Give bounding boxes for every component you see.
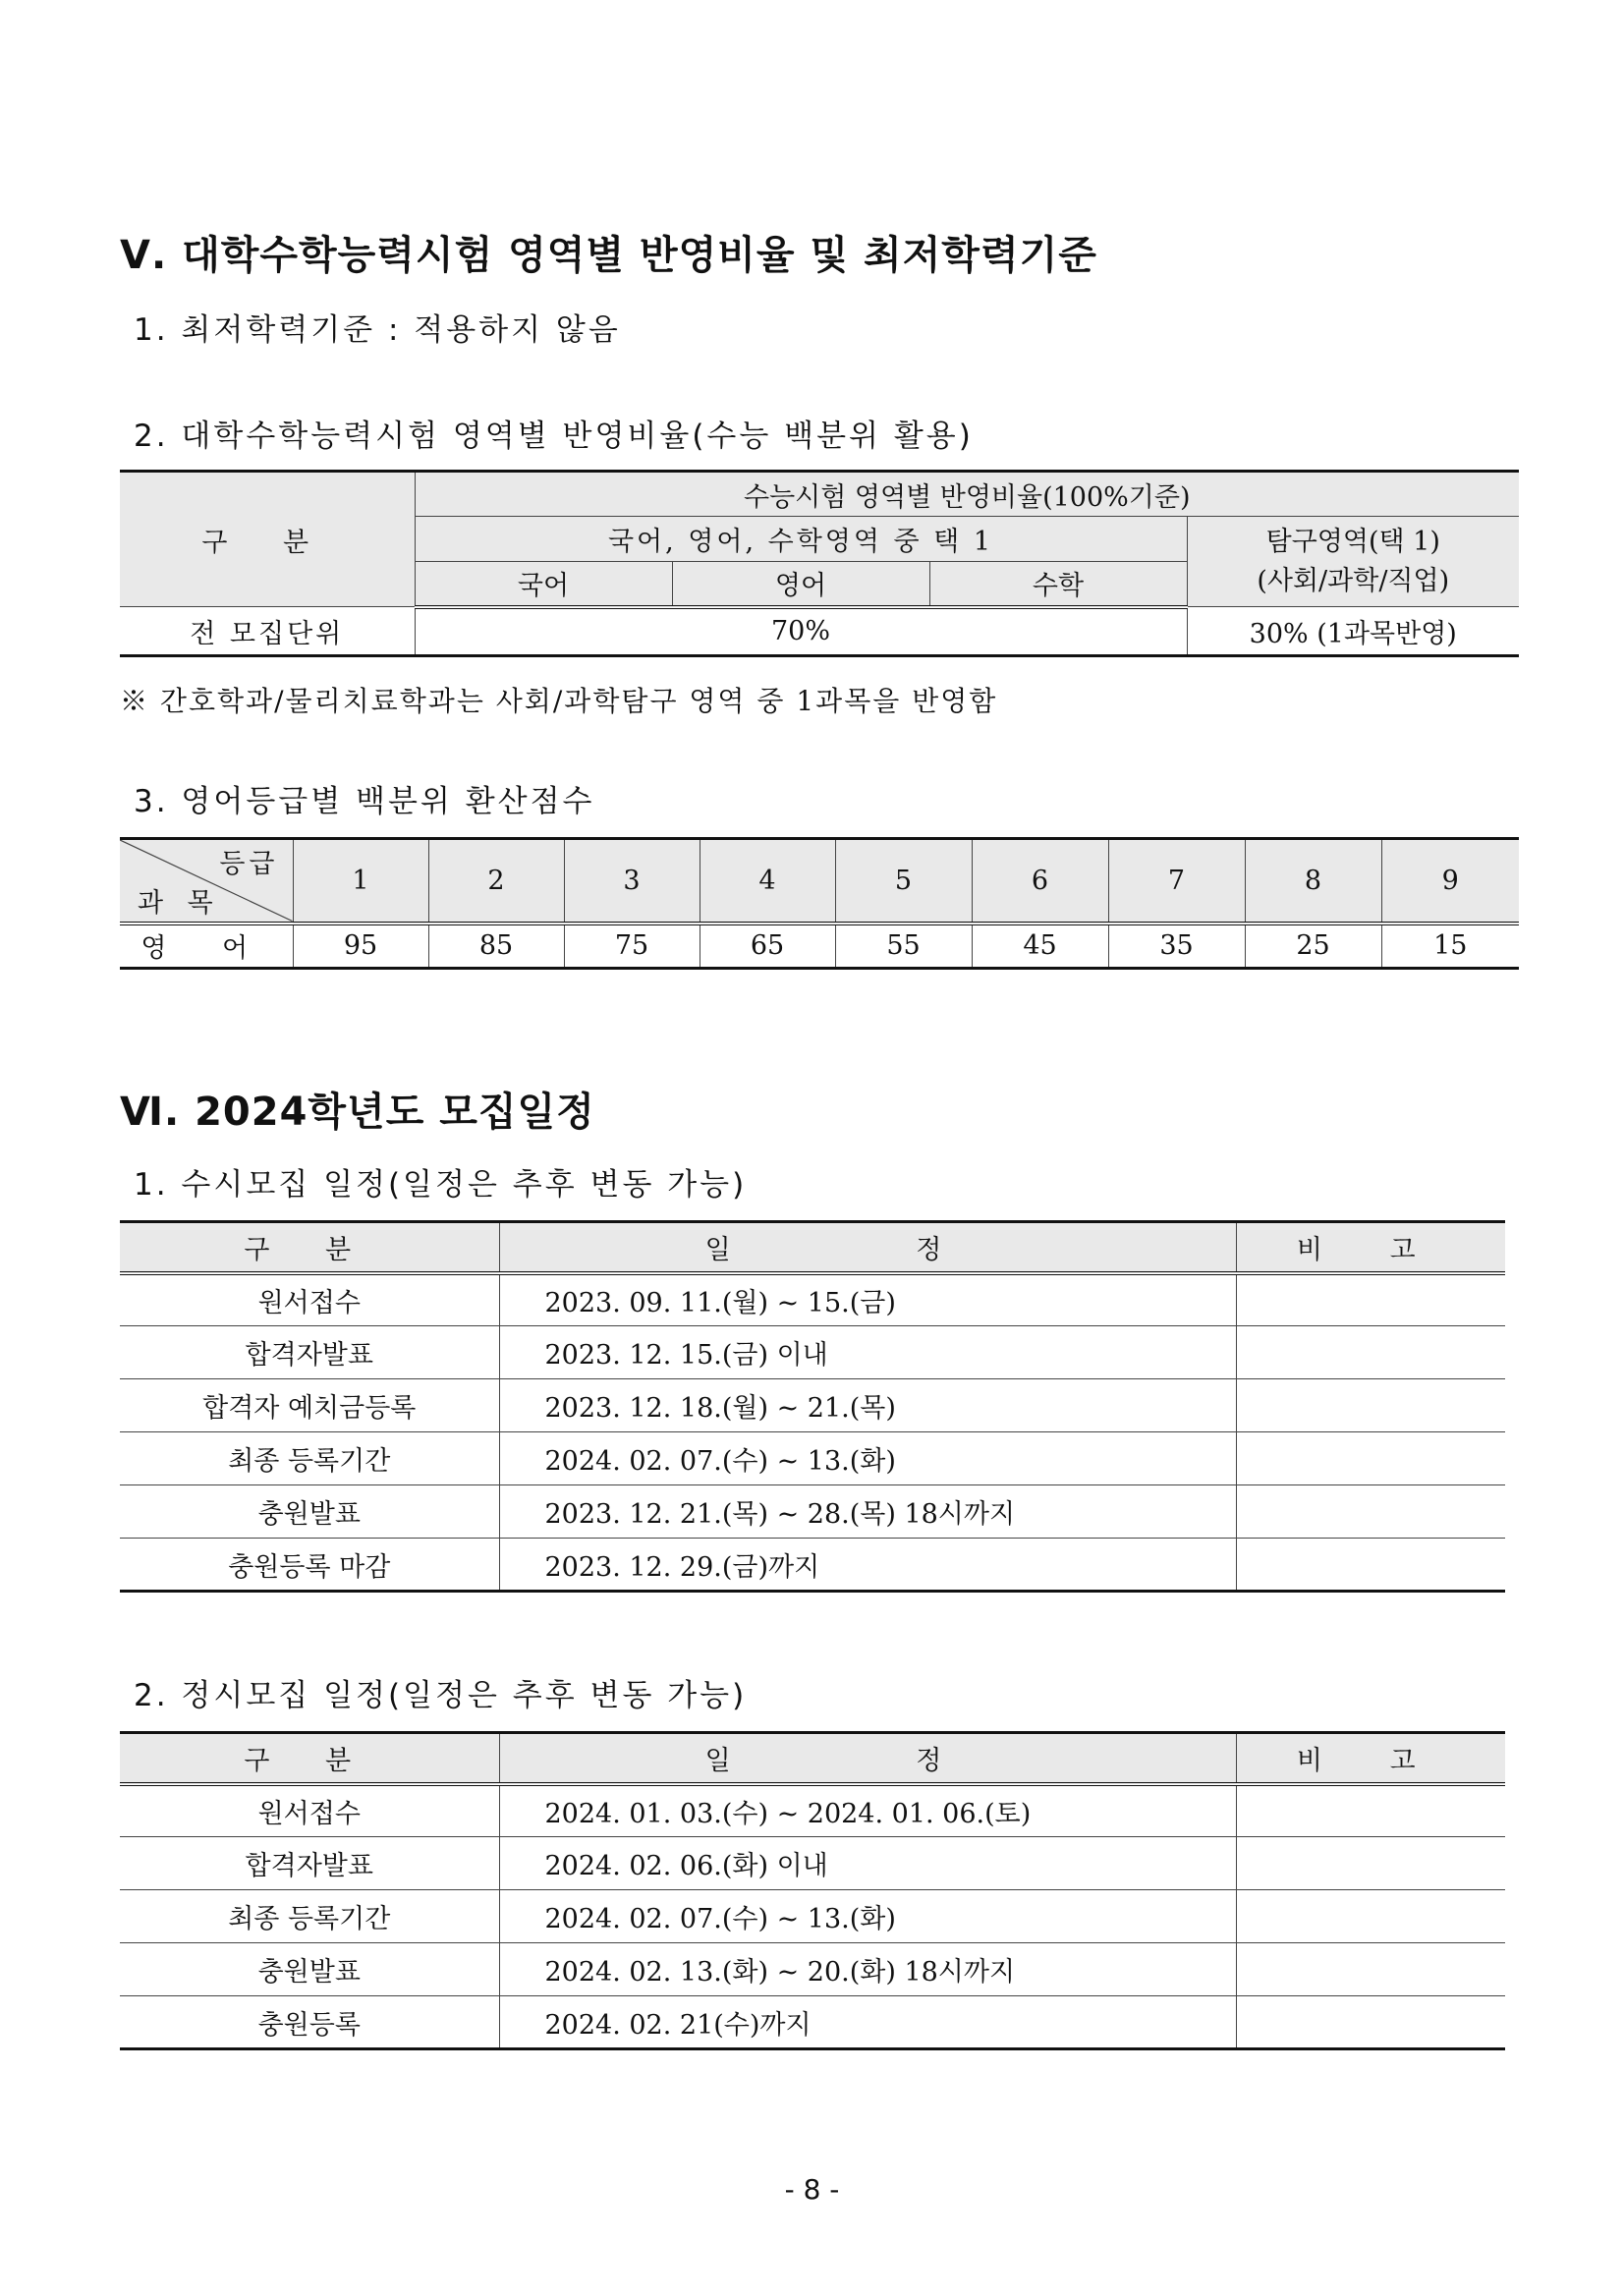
schedule-date: 2023. 12. 15.(금) 이내 bbox=[499, 1326, 1236, 1379]
grade-corner-cell bbox=[120, 839, 293, 924]
jeongsi-schedule-table bbox=[120, 1731, 1505, 2050]
page-number: - 8 - bbox=[784, 2173, 840, 2206]
schedule-label: 최종 등록기간 bbox=[120, 1432, 499, 1485]
gubun-header: 구 분 bbox=[120, 472, 415, 607]
grade-header: 8 bbox=[1245, 839, 1381, 924]
schedule-header: 일 정 bbox=[499, 1222, 1236, 1273]
remark-header: 비 고 bbox=[1236, 1733, 1505, 1784]
grade-header: 9 bbox=[1381, 839, 1519, 924]
schedule-date: 2023. 09. 11.(월) ~ 15.(금) bbox=[499, 1273, 1236, 1326]
grade-score: 35 bbox=[1108, 924, 1245, 969]
ratio-heading: 2. 대학수학능력시험 영역별 반영비율(수능 백분위 활용) bbox=[134, 419, 974, 454]
section6-title: Ⅵ. 2024학년도 모집일정 bbox=[120, 1090, 595, 1135]
schedule-date: 2024. 02. 07.(수) ~ 13.(화) bbox=[499, 1890, 1236, 1943]
schedule-date: 2023. 12. 29.(금)까지 bbox=[499, 1539, 1236, 1592]
schedule-remark bbox=[1236, 1943, 1505, 1996]
math-header: 수학 bbox=[929, 562, 1187, 607]
schedule-label: 원서접수 bbox=[120, 1273, 499, 1326]
grade-corner-bottom: 과 목 bbox=[138, 887, 221, 919]
grade-header: 6 bbox=[972, 839, 1108, 924]
schedule-date: 2023. 12. 21.(목) ~ 28.(목) 18시까지 bbox=[499, 1485, 1236, 1539]
min-standard-item: 1. 최저학력기준 : 적용하지 않음 bbox=[134, 312, 621, 348]
schedule-label: 원서접수 bbox=[120, 1784, 499, 1837]
schedule-remark bbox=[1236, 1539, 1505, 1592]
nursing-note: ※ 간호학과/물리치료학과는 사회/과학탐구 영역 중 1과목을 반영함 bbox=[120, 685, 998, 717]
explore-header-line1: 탐구영역(택 1) bbox=[1265, 526, 1440, 557]
schedule-remark bbox=[1236, 1996, 1505, 2049]
schedule-remark bbox=[1236, 1837, 1505, 1890]
ratio-table bbox=[120, 470, 1519, 657]
grade-heading: 3. 영어등급별 백분위 환산점수 bbox=[134, 784, 595, 819]
schedule-date: 2024. 02. 21(수)까지 bbox=[499, 1996, 1236, 2049]
schedule-date: 2024. 02. 06.(화) 이내 bbox=[499, 1837, 1236, 1890]
choice-group-header: 국어, 영어, 수학영역 중 택 1 bbox=[415, 517, 1187, 562]
english-row-label: 영 어 bbox=[120, 924, 293, 969]
gubun-header: 구 분 bbox=[120, 1222, 499, 1273]
schedule-label: 충원등록 마감 bbox=[120, 1539, 499, 1592]
schedule-date: 2024. 02. 07.(수) ~ 13.(화) bbox=[499, 1432, 1236, 1485]
schedule-remark bbox=[1236, 1485, 1505, 1539]
grade-score: 55 bbox=[835, 924, 972, 969]
grade-header: 7 bbox=[1108, 839, 1245, 924]
susi-schedule-table bbox=[120, 1220, 1505, 1593]
schedule-label: 합격자 예치금등록 bbox=[120, 1379, 499, 1432]
grade-score: 65 bbox=[700, 924, 835, 969]
schedule-remark bbox=[1236, 1273, 1505, 1326]
grade-header: 4 bbox=[700, 839, 835, 924]
schedule-date: 2023. 12. 18.(월) ~ 21.(목) bbox=[499, 1379, 1236, 1432]
grade-header: 5 bbox=[835, 839, 972, 924]
susi-heading: 1. 수시모집 일정(일정은 추후 변동 가능) bbox=[134, 1167, 748, 1203]
gubun-header: 구 분 bbox=[120, 1733, 499, 1784]
explore-header-line2: (사회/과학/직업) bbox=[1257, 565, 1450, 596]
grade-header: 3 bbox=[564, 839, 700, 924]
schedule-date: 2024. 01. 03.(수) ~ 2024. 01. 06.(토) bbox=[499, 1784, 1236, 1837]
main-ratio-value: 70% bbox=[415, 607, 1187, 656]
schedule-label: 충원등록 bbox=[120, 1996, 499, 2049]
explore-header bbox=[1187, 517, 1519, 607]
jeongsi-heading: 2. 정시모집 일정(일정은 추후 변동 가능) bbox=[134, 1678, 748, 1713]
schedule-remark bbox=[1236, 1784, 1505, 1837]
english-header: 영어 bbox=[672, 562, 929, 607]
korean-header: 국어 bbox=[415, 562, 672, 607]
grade-score: 25 bbox=[1245, 924, 1381, 969]
schedule-label: 최종 등록기간 bbox=[120, 1890, 499, 1943]
schedule-label: 충원발표 bbox=[120, 1485, 499, 1539]
schedule-header: 일 정 bbox=[499, 1733, 1236, 1784]
grade-header: 1 bbox=[293, 839, 428, 924]
grade-score: 85 bbox=[428, 924, 564, 969]
section5-title: Ⅴ. 대학수학능력시험 영역별 반영비율 및 최저학력기준 bbox=[120, 233, 1097, 278]
grade-corner-top: 등급 bbox=[219, 849, 279, 879]
grade-header: 2 bbox=[428, 839, 564, 924]
schedule-remark bbox=[1236, 1432, 1505, 1485]
schedule-remark bbox=[1236, 1326, 1505, 1379]
schedule-label: 합격자발표 bbox=[120, 1326, 499, 1379]
english-grade-table bbox=[120, 837, 1519, 970]
grade-score: 75 bbox=[564, 924, 700, 969]
explore-ratio-value: 30% (1과목반영) bbox=[1187, 607, 1519, 656]
ratio-top-header: 수능시험 영역별 반영비율(100%기준) bbox=[415, 472, 1519, 517]
grade-score: 15 bbox=[1381, 924, 1519, 969]
grade-score: 95 bbox=[293, 924, 428, 969]
schedule-date: 2024. 02. 13.(화) ~ 20.(화) 18시까지 bbox=[499, 1943, 1236, 1996]
remark-header: 비 고 bbox=[1236, 1222, 1505, 1273]
schedule-label: 충원발표 bbox=[120, 1943, 499, 1996]
all-units-label: 전 모집단위 bbox=[120, 607, 415, 656]
schedule-label: 합격자발표 bbox=[120, 1837, 499, 1890]
grade-score: 45 bbox=[972, 924, 1108, 969]
schedule-remark bbox=[1236, 1890, 1505, 1943]
schedule-remark bbox=[1236, 1379, 1505, 1432]
